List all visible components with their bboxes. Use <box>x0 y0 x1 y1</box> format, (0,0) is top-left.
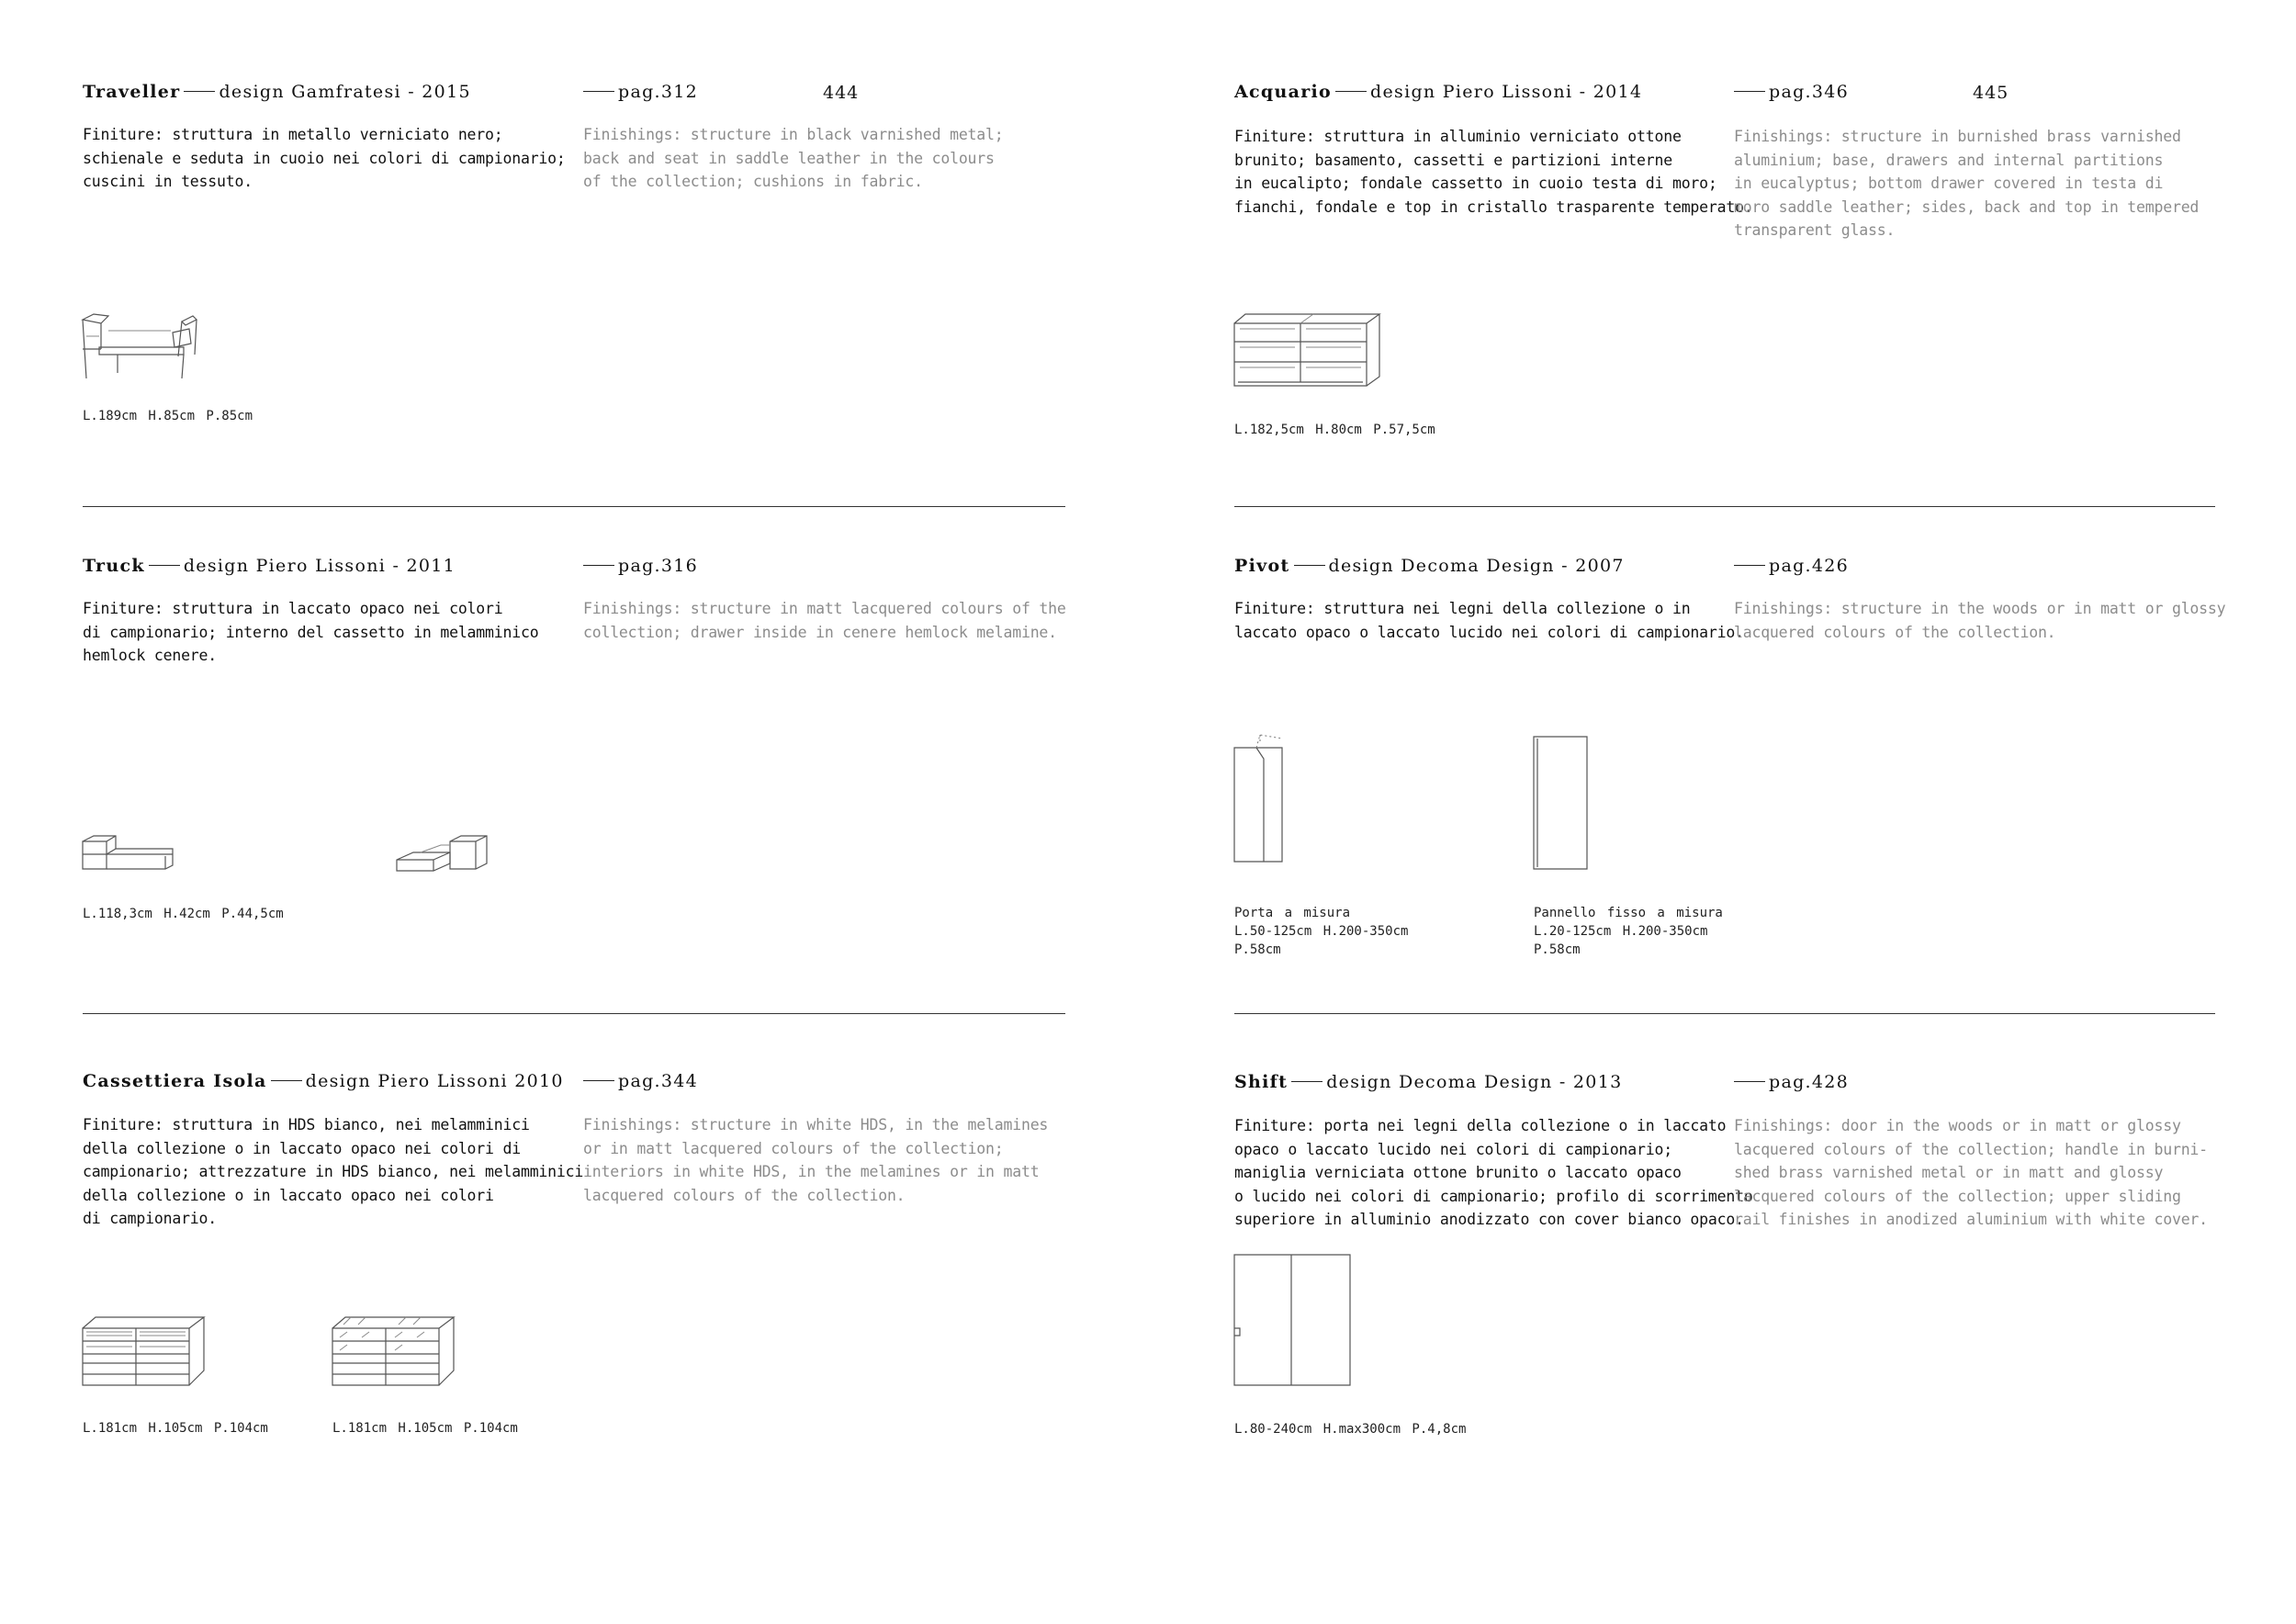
italian-finishings: Finiture: struttura in alluminio verniciato ottone brunito; basamento, cassetti e partizioni interne in eucalipto; fondale cassetto in cuoio testa di moro; fianchi, fondale e top in cristallo trasparente temperato. <box>1234 128 1753 216</box>
product-title <box>83 82 471 102</box>
italian-finishings: Finiture: struttura in laccato opaco nei colori di campionario; interno del cassetto in melamminico hemlock cenere. <box>83 600 539 664</box>
product-designer: design Decoma Design - 2007 <box>1328 556 1625 576</box>
product-title <box>1234 1072 1622 1092</box>
pivot-door-drawing <box>1232 731 1289 865</box>
english-finishings: Finishings: structure in matt lacquered colours of the collection; drawer inside in cenere hemlock melamine. <box>583 600 1066 641</box>
isola-drawer-unit-drawing-b <box>331 1314 459 1387</box>
truck-drawer-drawing-a <box>81 832 182 873</box>
truck-drawer-drawing-b <box>395 832 496 873</box>
italian-finishings: Finiture: struttura in metallo verniciato nero; schienale e seduta in cuoio nei colori di campionario; cuscini in tessuto. <box>83 126 566 190</box>
page-reference: pag.346 <box>1734 82 1849 102</box>
dimensions: L.118,3cm H.42cm P.44,5cm <box>83 907 284 921</box>
product-designer: design Piero Lissoni - 2014 <box>1370 82 1643 102</box>
section-divider <box>1234 506 2215 507</box>
product-name: Traveller <box>83 82 181 102</box>
page-reference: pag.316 <box>583 556 698 576</box>
page-reference: pag.344 <box>583 1071 698 1091</box>
product-title <box>83 1071 564 1091</box>
italian-finishings: Finiture: porta nei legni della collezione o in laccato opaco o laccato lucido nei colori di campionario; maniglia verniciata ottone brunito o laccato opaco o lucido nei colori di campionario; profilo di scorrimento superiore in alluminio anodizzato con cover bianco opaco. <box>1234 1117 1753 1228</box>
page-reference: pag.426 <box>1734 556 1849 576</box>
page-reference: pag.312 <box>583 82 698 102</box>
dimensions: L.80-240cm H.max300cm P.4,8cm <box>1234 1422 1467 1437</box>
product-name: Truck <box>83 556 145 576</box>
product-name: Cassettiera Isola <box>83 1071 267 1091</box>
isola-drawer-unit-drawing-a <box>81 1314 209 1387</box>
page-reference: pag.428 <box>1734 1072 1849 1092</box>
product-designer: design Gamfratesi - 2015 <box>219 82 471 102</box>
product-designer: design Piero Lissoni 2010 <box>305 1071 564 1091</box>
english-finishings: Finishings: structure in black varnished metal; back and seat in saddle leather in the colours of the collection; cushions in fabric. <box>583 126 1004 190</box>
product-name: Acquario <box>1234 82 1333 102</box>
product-name: Shift <box>1234 1072 1289 1092</box>
acquario-cabinet-drawing <box>1232 310 1385 388</box>
english-finishings: Finishings: door in the woods or in matt or glossy lacquered colours of the collection; handle in burni- shed brass varnished metal or in matt and glossy lacquered colours of the collection; upper sliding rail finishes in anodized aluminium with white cover. <box>1734 1117 2208 1228</box>
shift-sliding-door-drawing <box>1232 1253 1354 1387</box>
english-finishings: Finishings: structure in white HDS, in the melamines or in matt lacquered colours of the collection; interiors in white HDS, in the melamines or in matt lacquered colours of the collection. <box>583 1116 1049 1204</box>
page-number-left: 444 <box>823 83 860 103</box>
section-divider <box>83 506 1065 507</box>
dimensions: L.182,5cm H.80cm P.57,5cm <box>1234 423 1435 437</box>
italian-finishings: Finiture: struttura in HDS bianco, nei melamminici della collezione o in laccato opaco nei colori di campionario; attrezzature in HDS bianco, nei melamminici della collezione o in laccato opaco nei colori di campionario. <box>83 1116 584 1227</box>
italian-finishings: Finiture: struttura nei legni della collezione o in laccato opaco o laccato lucido nei colori di campionario. <box>1234 600 1744 641</box>
traveller-daybed-drawing <box>81 312 200 382</box>
product-title <box>1234 82 1642 102</box>
product-title <box>1234 556 1625 576</box>
dimensions-b: L.181cm H.105cm P.104cm <box>332 1421 518 1436</box>
variant-panel-dimensions: Pannello fisso a misura L.20-125cm H.200-350cm P.58cm <box>1534 906 1723 957</box>
section-divider <box>83 1013 1065 1014</box>
pivot-fixed-panel-drawing <box>1532 735 1591 871</box>
page-number-right: 445 <box>1973 83 2009 103</box>
product-designer: design Decoma Design - 2013 <box>1326 1072 1623 1092</box>
dimensions: L.189cm H.85cm P.85cm <box>83 409 253 423</box>
section-divider <box>1234 1013 2215 1014</box>
product-name: Pivot <box>1234 556 1290 576</box>
product-title <box>83 556 456 576</box>
variant-door-dimensions: Porta a misura L.50-125cm H.200-350cm P.58cm <box>1234 906 1409 957</box>
english-finishings: Finishings: structure in burnished brass varnished aluminium; base, drawers and internal partitions in eucalyptus; bottom drawer covered in testa di moro saddle leather; sides, back and top in tempered transparent glass. <box>1734 128 2200 239</box>
product-designer: design Piero Lissoni - 2011 <box>183 556 456 576</box>
english-finishings: Finishings: structure in the woods or in matt or glossy lacquered colours of the collection. <box>1734 600 2226 641</box>
dimensions-a: L.181cm H.105cm P.104cm <box>83 1421 268 1436</box>
